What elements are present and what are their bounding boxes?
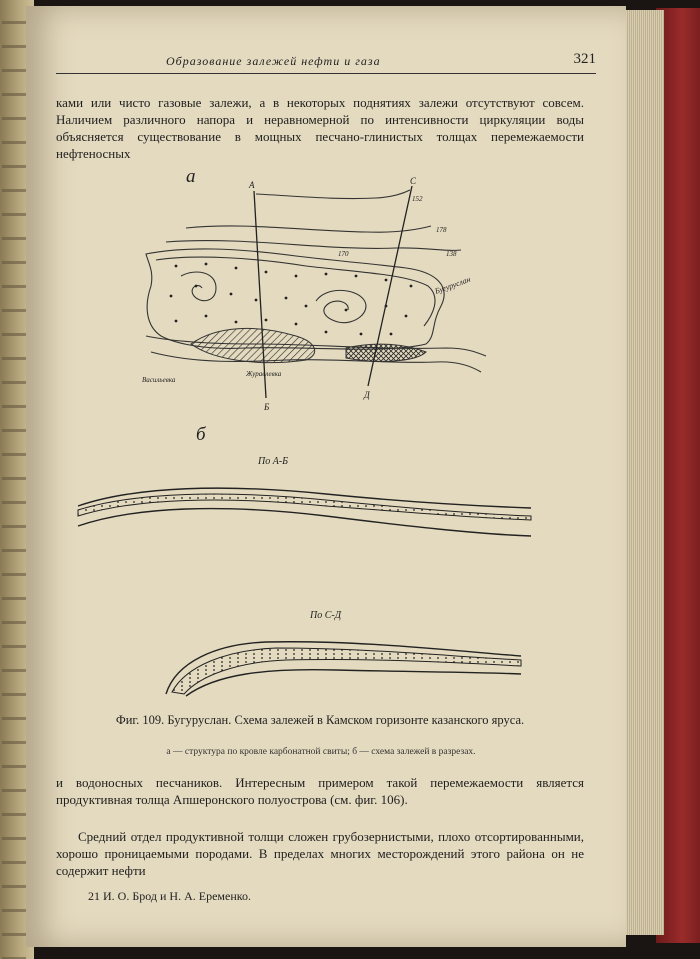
paragraph-middle: и водоносных песчаников. Интересным примером такой перемежаемости является продуктивная толща Апшеронского полуострова (см. фиг. 106). bbox=[56, 775, 584, 807]
place-label: Журавлевка bbox=[246, 370, 282, 378]
figure-part-a-label: а bbox=[186, 166, 196, 187]
figure-part-b-label: б bbox=[196, 424, 206, 445]
paragraph-top: ками или чисто газовые залежи, а в некоторых поднятиях залежи отсутствуют совсем. Наличием различного напора и неравномерной по интенсивности циркуляции воды объясняется существование в мощных песчано-глинистых толщах перемежаемости нефтеносных bbox=[56, 95, 584, 161]
dome-contour bbox=[181, 272, 216, 301]
contour-value: 138 bbox=[446, 250, 457, 258]
page-number: 321 bbox=[573, 51, 596, 67]
signature-footnote: 21 И. О. Брод и Н. А. Еременко. bbox=[88, 889, 251, 903]
map-label-a: А bbox=[249, 180, 255, 190]
map-label-b: Б bbox=[264, 402, 270, 412]
contour-line bbox=[256, 190, 410, 199]
contour-line bbox=[186, 226, 431, 232]
figure-subcaption: а — структура по кровле карбонатной свиты; б — схема залежей в разрезах. bbox=[166, 747, 476, 757]
paragraph-bottom: Средний отдел продуктивной толщи сложен грубозернистыми, плохо отсортированными, хорошо проницаемыми породами. В пределах многих месторождений этого района он не содержит нефти bbox=[56, 829, 584, 878]
contour-value: 152 bbox=[412, 195, 423, 203]
hatched-zone bbox=[191, 328, 315, 362]
edge-contour bbox=[151, 352, 481, 372]
cross-section-cd bbox=[156, 632, 526, 702]
place-label: Васильевка bbox=[142, 376, 176, 384]
running-header bbox=[56, 51, 596, 74]
section-line-ab bbox=[254, 191, 266, 398]
structure-map bbox=[106, 176, 526, 416]
map-label-d: Д bbox=[364, 390, 370, 400]
section-2-label: По С-Д bbox=[310, 610, 342, 621]
section-1-label: По А-Б bbox=[258, 456, 289, 467]
town-label: Бугуруслан bbox=[433, 274, 472, 296]
map-label-c: С bbox=[410, 176, 417, 186]
page-stack-edges bbox=[624, 10, 664, 935]
figure-caption: Фиг. 109. Бугуруслан. Схема залежей в Камском горизонте казанского яруса. bbox=[115, 713, 525, 727]
contour-value: 170 bbox=[338, 250, 349, 258]
contour-value: 178 bbox=[436, 226, 447, 234]
contour-line bbox=[156, 257, 435, 326]
book-page bbox=[26, 6, 626, 947]
cross-section-ab bbox=[76, 476, 536, 546]
running-title: Образование залежей нефти и газа bbox=[166, 54, 381, 68]
dome-contour bbox=[316, 290, 366, 322]
